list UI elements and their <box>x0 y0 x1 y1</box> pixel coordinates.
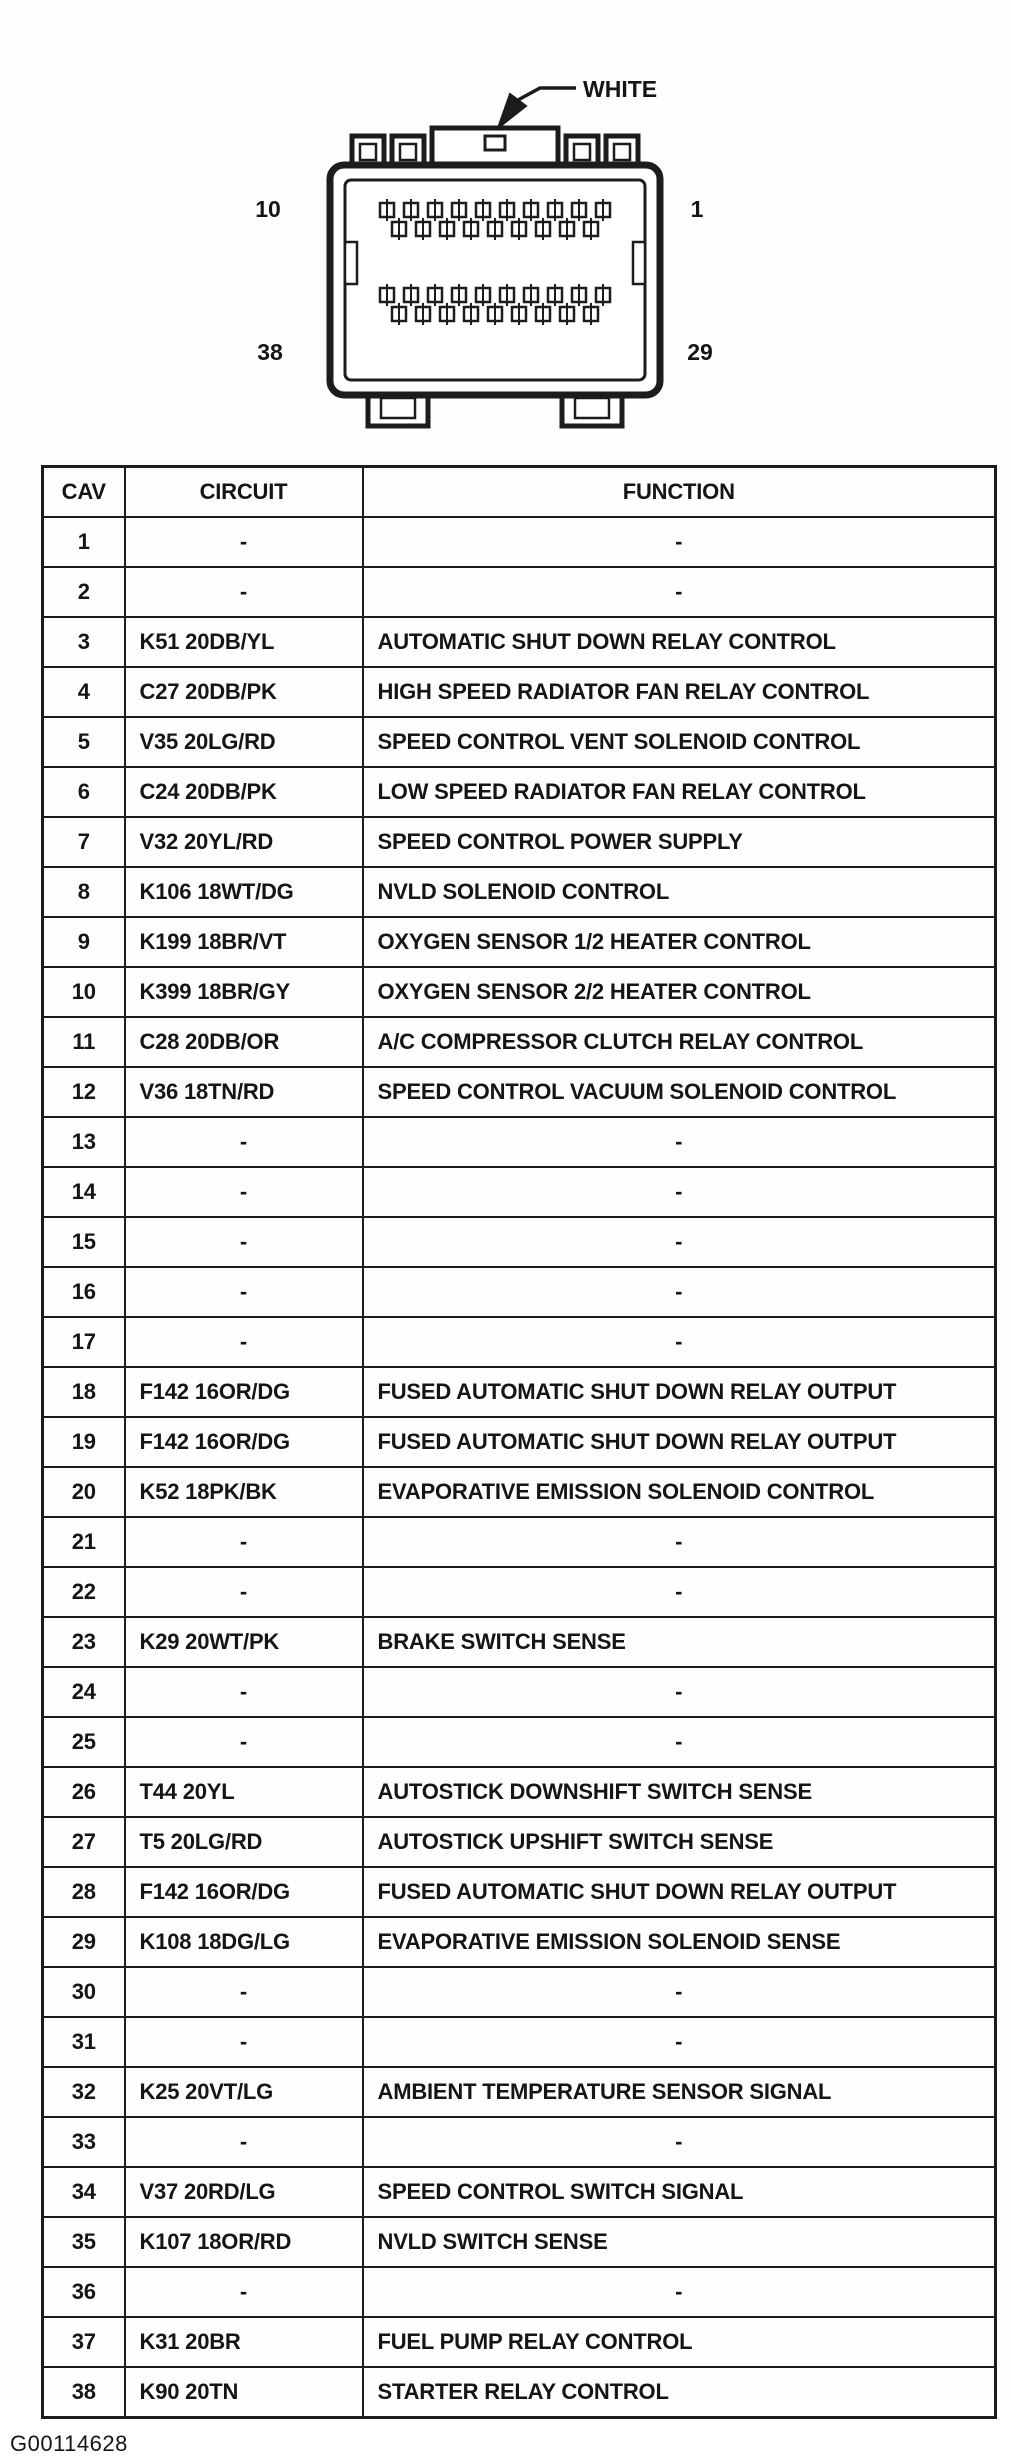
cell-cav: 14 <box>43 1167 125 1217</box>
cell-circuit: - <box>125 1967 363 2017</box>
cell-cav: 23 <box>43 1617 125 1667</box>
cell-function: FUSED AUTOMATIC SHUT DOWN RELAY OUTPUT <box>363 1367 996 1417</box>
cell-circuit: C28 20DB/OR <box>125 1017 363 1067</box>
cell-function: - <box>363 1167 996 1217</box>
cell-cav: 29 <box>43 1917 125 1967</box>
table-row <box>43 1167 996 1217</box>
table-row <box>43 1567 996 1617</box>
table-row <box>43 1217 996 1267</box>
cell-circuit: - <box>125 567 363 617</box>
cell-circuit: F142 16OR/DG <box>125 1417 363 1467</box>
cell-cav: 1 <box>43 517 125 567</box>
cell-cav: 17 <box>43 1317 125 1367</box>
cell-function: EVAPORATIVE EMISSION SOLENOID CONTROL <box>363 1467 996 1517</box>
cell-function: EVAPORATIVE EMISSION SOLENOID SENSE <box>363 1917 996 1967</box>
cell-cav: 38 <box>43 2367 125 2418</box>
cell-cav: 12 <box>43 1067 125 1117</box>
table-row <box>43 1767 996 1817</box>
cell-circuit: - <box>125 1717 363 1767</box>
table-header-row <box>43 467 996 518</box>
cell-function: - <box>363 1717 996 1767</box>
cell-circuit: K29 20WT/PK <box>125 1617 363 1667</box>
header-function: FUNCTION <box>363 467 996 518</box>
cell-circuit: K106 18WT/DG <box>125 867 363 917</box>
cell-circuit: - <box>125 1117 363 1167</box>
cell-cav: 37 <box>43 2317 125 2367</box>
cell-cav: 31 <box>43 2017 125 2067</box>
cell-cav: 27 <box>43 1817 125 1867</box>
pinout-table <box>41 465 997 2419</box>
table-row <box>43 717 996 767</box>
cell-function: - <box>363 1117 996 1167</box>
cell-function: FUSED AUTOMATIC SHUT DOWN RELAY OUTPUT <box>363 1867 996 1917</box>
table-row <box>43 2217 996 2267</box>
connector-diagram <box>0 0 1011 465</box>
table-row <box>43 2067 996 2117</box>
table-row <box>43 617 996 667</box>
table-row <box>43 1467 996 1517</box>
cell-circuit: V37 20RD/LG <box>125 2167 363 2217</box>
cell-circuit: K31 20BR <box>125 2317 363 2367</box>
cell-cav: 24 <box>43 1667 125 1717</box>
cell-circuit: K90 20TN <box>125 2367 363 2418</box>
table-row <box>43 2117 996 2167</box>
connector-color-label: WHITE <box>583 76 658 102</box>
table-row <box>43 1917 996 1967</box>
cell-cav: 10 <box>43 967 125 1017</box>
cell-cav: 15 <box>43 1217 125 1267</box>
pin-label-bottom-right: 29 <box>687 339 713 365</box>
header-circuit: CIRCUIT <box>125 467 363 518</box>
cell-circuit: V35 20LG/RD <box>125 717 363 767</box>
table-row <box>43 2167 996 2217</box>
cell-cav: 33 <box>43 2117 125 2167</box>
cell-function: OXYGEN SENSOR 2/2 HEATER CONTROL <box>363 967 996 1017</box>
cell-cav: 26 <box>43 1767 125 1817</box>
cell-circuit: - <box>125 1267 363 1317</box>
cell-circuit: - <box>125 2117 363 2167</box>
cell-function: SPEED CONTROL SWITCH SIGNAL <box>363 2167 996 2217</box>
table-row <box>43 867 996 917</box>
cell-function: AMBIENT TEMPERATURE SENSOR SIGNAL <box>363 2067 996 2117</box>
table-row <box>43 767 996 817</box>
cell-cav: 6 <box>43 767 125 817</box>
cell-circuit: K199 18BR/VT <box>125 917 363 967</box>
pin-label-top-left: 10 <box>255 196 281 222</box>
table-row <box>43 1717 996 1767</box>
table-row <box>43 1367 996 1417</box>
cell-function: HIGH SPEED RADIATOR FAN RELAY CONTROL <box>363 667 996 717</box>
cell-circuit: F142 16OR/DG <box>125 1867 363 1917</box>
cell-cav: 16 <box>43 1267 125 1317</box>
cell-circuit: K52 18PK/BK <box>125 1467 363 1517</box>
cell-circuit: K107 18OR/RD <box>125 2217 363 2267</box>
cell-cav: 9 <box>43 917 125 967</box>
cell-function: FUEL PUMP RELAY CONTROL <box>363 2317 996 2367</box>
cell-cav: 3 <box>43 617 125 667</box>
cell-circuit: - <box>125 2267 363 2317</box>
cell-function: - <box>363 1967 996 2017</box>
header-cav: CAV <box>43 467 125 518</box>
cell-cav: 22 <box>43 1567 125 1617</box>
cell-function: STARTER RELAY CONTROL <box>363 2367 996 2418</box>
table-row <box>43 2267 996 2317</box>
table-row <box>43 1067 996 1117</box>
cell-function: - <box>363 2267 996 2317</box>
cell-circuit: T5 20LG/RD <box>125 1817 363 1867</box>
cell-circuit: V36 18TN/RD <box>125 1067 363 1117</box>
cell-cav: 20 <box>43 1467 125 1517</box>
cell-cav: 25 <box>43 1717 125 1767</box>
cell-function: NVLD SWITCH SENSE <box>363 2217 996 2267</box>
cell-cav: 7 <box>43 817 125 867</box>
cell-function: - <box>363 1317 996 1367</box>
cell-circuit: - <box>125 2017 363 2067</box>
cell-circuit: K51 20DB/YL <box>125 617 363 667</box>
cell-function: FUSED AUTOMATIC SHUT DOWN RELAY OUTPUT <box>363 1417 996 1467</box>
cell-cav: 11 <box>43 1017 125 1067</box>
table-row <box>43 1417 996 1467</box>
cell-function: AUTOMATIC SHUT DOWN RELAY CONTROL <box>363 617 996 667</box>
cell-circuit: C24 20DB/PK <box>125 767 363 817</box>
cell-circuit: - <box>125 1667 363 1717</box>
cell-circuit: C27 20DB/PK <box>125 667 363 717</box>
table-row <box>43 2317 996 2367</box>
cell-function: - <box>363 2117 996 2167</box>
cell-circuit: - <box>125 1567 363 1617</box>
connector-figure <box>0 0 1011 465</box>
table-row <box>43 1017 996 1067</box>
pin-label-top-right: 1 <box>690 196 704 222</box>
table-row <box>43 2367 996 2418</box>
cell-function: - <box>363 1567 996 1617</box>
table-row <box>43 1267 996 1317</box>
cell-function: SPEED CONTROL POWER SUPPLY <box>363 817 996 867</box>
cell-function: A/C COMPRESSOR CLUTCH RELAY CONTROL <box>363 1017 996 1067</box>
cell-function: - <box>363 1667 996 1717</box>
cell-cav: 34 <box>43 2167 125 2217</box>
cell-function: AUTOSTICK DOWNSHIFT SWITCH SENSE <box>363 1767 996 1817</box>
cell-circuit: - <box>125 517 363 567</box>
pin-label-bottom-left: 38 <box>257 339 283 365</box>
table-row <box>43 917 996 967</box>
cell-function: SPEED CONTROL VENT SOLENOID CONTROL <box>363 717 996 767</box>
table-row <box>43 1317 996 1367</box>
cell-function: - <box>363 1267 996 1317</box>
table-row <box>43 567 996 617</box>
cell-cav: 19 <box>43 1417 125 1467</box>
cell-function: NVLD SOLENOID CONTROL <box>363 867 996 917</box>
table-row <box>43 667 996 717</box>
table-row <box>43 967 996 1017</box>
cell-circuit: - <box>125 1167 363 1217</box>
cell-cav: 35 <box>43 2217 125 2267</box>
cell-function: - <box>363 2017 996 2067</box>
table-row <box>43 1867 996 1917</box>
cell-circuit: K399 18BR/GY <box>125 967 363 1017</box>
pinout-table-body <box>43 517 996 2418</box>
connector-body <box>330 165 660 395</box>
cell-cav: 13 <box>43 1117 125 1167</box>
cell-cav: 36 <box>43 2267 125 2317</box>
cell-circuit: T44 20YL <box>125 1767 363 1817</box>
cell-cav: 18 <box>43 1367 125 1417</box>
cell-cav: 30 <box>43 1967 125 2017</box>
connector-key-notch <box>485 136 505 150</box>
table-row <box>43 2017 996 2067</box>
cell-function: - <box>363 1517 996 1567</box>
cell-function: BRAKE SWITCH SENSE <box>363 1617 996 1667</box>
cell-cav: 2 <box>43 567 125 617</box>
cell-circuit: K108 18DG/LG <box>125 1917 363 1967</box>
cell-cav: 32 <box>43 2067 125 2117</box>
table-row <box>43 1667 996 1717</box>
cell-function: - <box>363 517 996 567</box>
cell-circuit: - <box>125 1217 363 1267</box>
table-row <box>43 517 996 567</box>
cell-function: - <box>363 567 996 617</box>
cell-circuit: - <box>125 1517 363 1567</box>
cell-circuit: - <box>125 1317 363 1367</box>
table-row <box>43 1967 996 2017</box>
cell-function: AUTOSTICK UPSHIFT SWITCH SENSE <box>363 1817 996 1867</box>
cell-circuit: K25 20VT/LG <box>125 2067 363 2117</box>
cell-cav: 28 <box>43 1867 125 1917</box>
cell-circuit: V32 20YL/RD <box>125 817 363 867</box>
cell-function: OXYGEN SENSOR 1/2 HEATER CONTROL <box>363 917 996 967</box>
table-row <box>43 817 996 867</box>
cell-cav: 21 <box>43 1517 125 1567</box>
cell-cav: 4 <box>43 667 125 717</box>
cell-function: SPEED CONTROL VACUUM SOLENOID CONTROL <box>363 1067 996 1117</box>
table-row <box>43 1617 996 1667</box>
table-row <box>43 1117 996 1167</box>
cell-function: - <box>363 1217 996 1267</box>
cell-cav: 5 <box>43 717 125 767</box>
cell-circuit: F142 16OR/DG <box>125 1367 363 1417</box>
table-row <box>43 1817 996 1867</box>
cell-cav: 8 <box>43 867 125 917</box>
cell-function: LOW SPEED RADIATOR FAN RELAY CONTROL <box>363 767 996 817</box>
white-callout-arrow <box>498 88 576 128</box>
table-row <box>43 1517 996 1567</box>
figure-id: G00114628 <box>10 2431 128 2456</box>
